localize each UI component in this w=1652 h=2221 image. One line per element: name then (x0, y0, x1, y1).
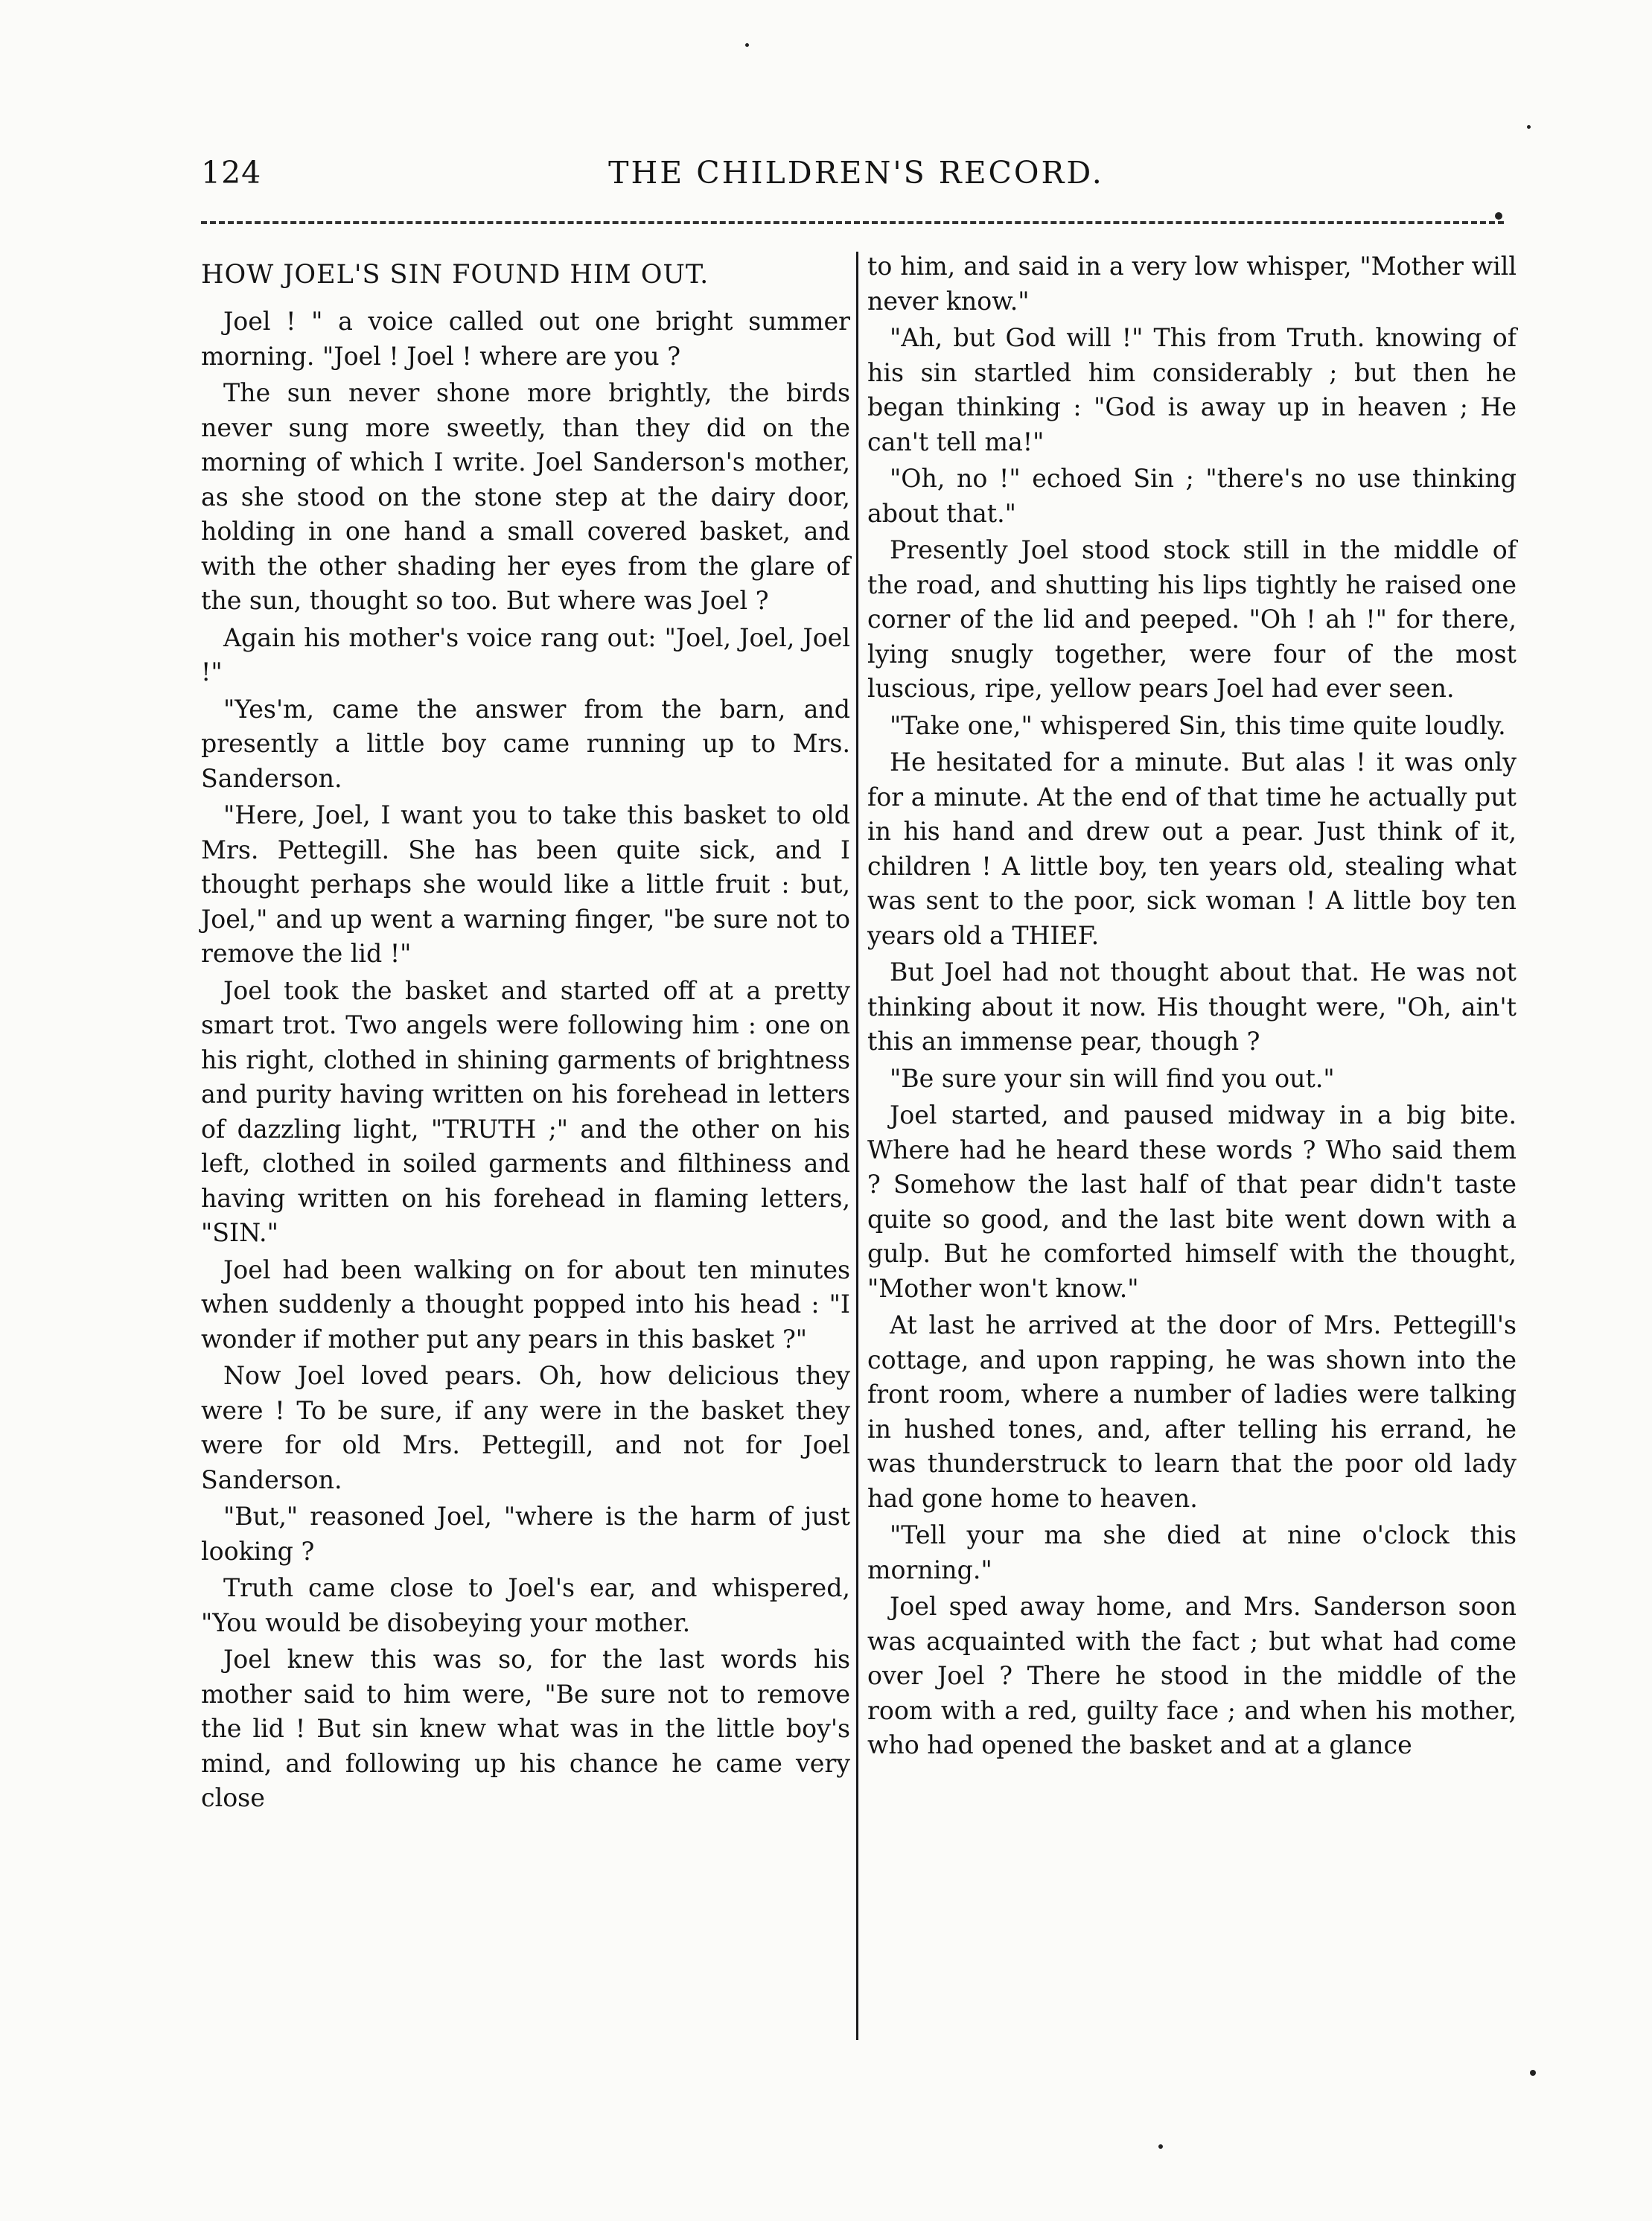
paragraph: Joel had been walking on for about ten minutes when suddenly a thought popped into his head : "I wonder if mother put any pears in this basket ?" (201, 1255, 850, 1354)
paragraph: He hesitated for a minute. But alas ! it was only for a minute. At the end of that time he actually put in his hand and drew out a pear. Just think of it, children ! A little boy, ten years old, stealing what was sent to the poor, sick woman ! A little boy ten years old a THIEF. (867, 748, 1517, 950)
paragraph: "Oh, no !" echoed Sin ; "there's no use thinking about that." (867, 464, 1517, 528)
column-divider (856, 252, 858, 2040)
paragraph: "Yes'm, came the answer from the barn, and presently a little boy came running up to Mrs. Sanderson. (201, 694, 850, 793)
paragraph: Joel took the basket and started off at a pretty smart trot. Two angels were following him : one on his right, clothed in shining garments of brightness and purity having written on his forehead in letters of dazzling light, "TRUTH ;" and the other on his left, clothed in soiled garments and filthiness and having written on his forehead in flaming letters, "SIN." (201, 975, 850, 1247)
paragraph: Again his mother's voice rang out: "Joel, Joel, Joel !" (201, 622, 850, 686)
paragraph: Now Joel loved pears. Oh, how delicious they were ! To be sure, if any were in the basket they were for old Mrs. Pettegill, and not for Joel Sanderson. (201, 1361, 850, 1494)
paragraph: But Joel had not thought about that. He was not thinking about it now. His thought were, "Oh, ain't this an immense pear, though ? (867, 957, 1517, 1056)
paragraph: "Tell your ma she died at nine o'clock this morning." (867, 1520, 1517, 1584)
article-title: HOW JOEL'S SIN FOUND HIM OUT. (201, 260, 709, 290)
running-title: THE CHILDREN'S RECORD. (608, 155, 1104, 191)
paragraph: "But," reasoned Joel, "where is the harm of just looking ? (201, 1502, 850, 1566)
right-column (867, 249, 1517, 2059)
paragraph: The sun never shone more brightly, the birds never sung more sweetly, than they did on the morning of which I write. Joel Sanderson's mother, as she stood on the stone step at the dairy door, holding in one hand a small covered basket, and with the other shading her eyes from the glare of the sun, thought so too. But where was Joel ? (201, 378, 850, 615)
paragraph: Presently Joel stood stock still in the middle of the road, and shutting his lips tightly he raised one corner of the lid and peeped. "Oh ! ah !" for there, lying snugly together, were four of the most luscious, ripe, yellow pears Joel had ever seen. (867, 535, 1517, 703)
paragraph: Joel sped away home, and Mrs. Sanderson soon was acquainted with the fact ; but what had come over Joel ? There he stood in the middle of the room with a red, guilty face ; and when his mother, who had opened the basket and at a glance (867, 1592, 1517, 1759)
paragraph: "Be sure your sin will find you out." (890, 1063, 1335, 1093)
paragraph: Truth came close to Joel's ear, and whispered, "You would be disobeying your mother. (201, 1573, 850, 1637)
print-speck (745, 43, 749, 47)
page-number: 124 (201, 155, 262, 191)
paragraph: Joel ! " a voice called out one bright summer morning. "Joel ! Joel ! where are you ? (201, 307, 850, 371)
paragraph: to him, and said in a very low whisper, "Mother will never know." (867, 252, 1517, 316)
print-speck (1530, 2070, 1536, 2076)
print-speck (1158, 2144, 1163, 2149)
header-rule-dot (1495, 212, 1502, 220)
page-header (201, 155, 1511, 207)
left-column (201, 249, 850, 2059)
paragraph: "Here, Joel, I want you to take this basket to old Mrs. Pettegill. She has been quite sick, and I thought perhaps she would like a little fruit : but, Joel," and up went a warning finger, "be sure not to remove the lid !" (201, 800, 850, 968)
print-speck (1527, 125, 1531, 129)
header-rule (201, 221, 1504, 224)
paragraph: At last he arrived at the door of Mrs. Pettegill's cottage, and upon rapping, he was shown into the front room, where a number of ladies were talking in hushed tones, and, after telling his errand, he was thunderstruck to learn that the poor old lady had gone home to heaven. (867, 1310, 1517, 1513)
paragraph: "Ah, but God will !" This from Truth. knowing of his sin startled him considerably ; but then he began thinking : "God is away up in heaven ; He can't tell ma!" (867, 323, 1517, 456)
paragraph: Joel started, and paused midway in a big bite. Where had he heard these words ? Who said them ? Somehow the last half of that pear didn't taste quite so good, and the last bite went down with a gulp. But he comforted himself with the thought, "Mother won't know." (867, 1100, 1517, 1303)
paragraph: Joel knew this was so, for the last words his mother said to him were, "Be sure not to remove the lid ! But sin knew what was in the little boy's mind, and following up his chance he came very close (201, 1645, 850, 1812)
paragraph: "Take one," whispered Sin, this time quite loudly. (890, 710, 1506, 740)
